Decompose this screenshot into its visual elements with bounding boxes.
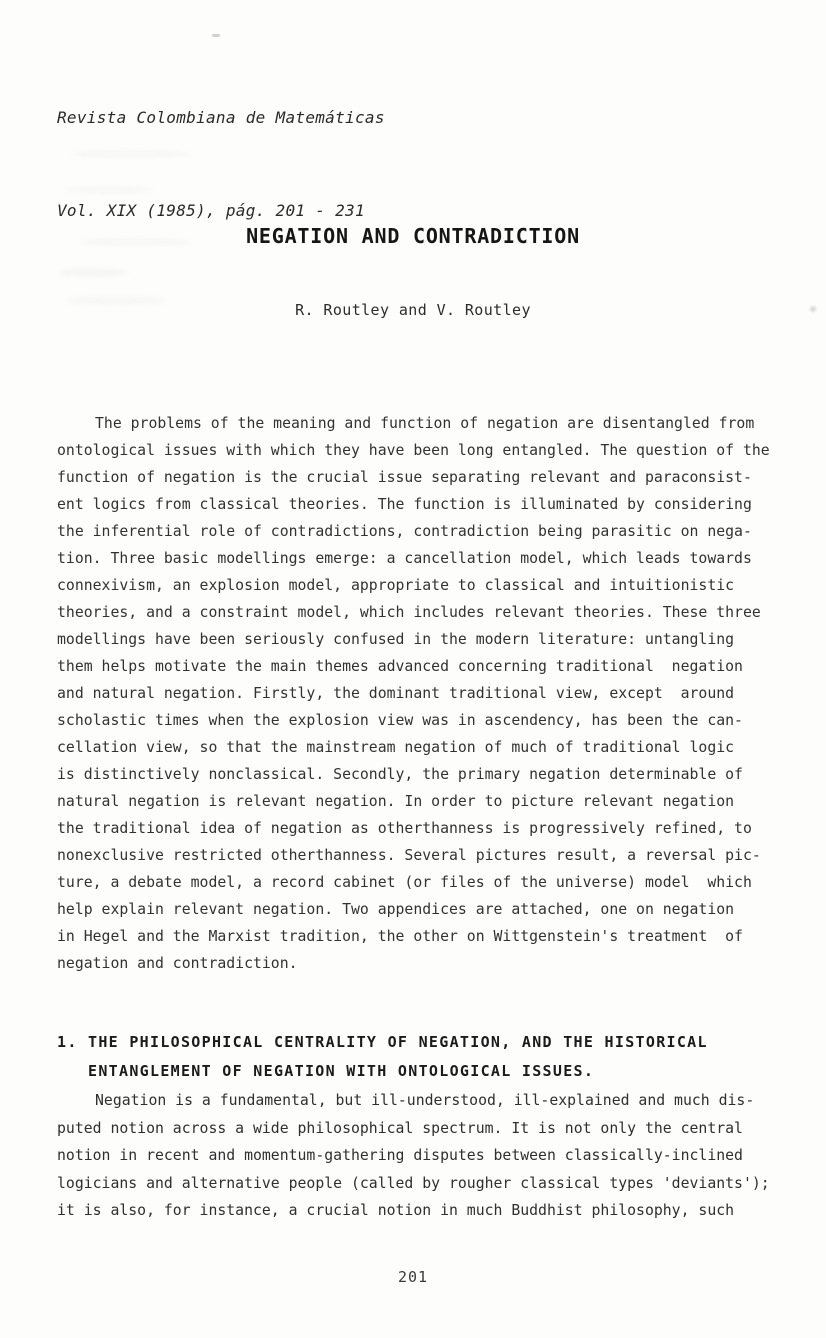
text-line: connexivism, an explosion model, appropriate to classical and intuitionistic <box>57 577 735 594</box>
text-line: theories, and a constraint model, which includes relevant theories. These three <box>57 604 761 621</box>
journal-name: Revista Colombiana de Matemáticas <box>57 108 385 127</box>
text-line: THE PHILOSOPHICAL CENTRALITY OF NEGATION, AND THE HISTORICAL <box>88 1033 708 1051</box>
text-line: function of negation is the crucial issue separating relevant and paraconsist- <box>57 469 752 486</box>
text-line: is distinctively nonclassical. Secondly, the primary negation determinable of <box>57 766 743 783</box>
section-number: 1. <box>57 1033 78 1051</box>
text-line: it is also, for instance, a crucial notion in much Buddhist philosophy, such <box>57 1202 735 1220</box>
text-line: ontological issues with which they have been long entangled. The question of the <box>57 442 770 459</box>
page-number: 201 <box>397 1268 429 1286</box>
text-line: help explain relevant negation. Two appendices are attached, one on negation <box>57 901 735 918</box>
text-line: them helps motivate the main themes advanced concerning traditional negation <box>57 658 743 675</box>
text-line: scholastic times when the explosion view was in ascendency, has been the can- <box>57 712 743 729</box>
section-heading-text <box>88 1028 708 1086</box>
text-line: Negation is a fundamental, but ill-understood, ill-explained and much dis- <box>95 1092 755 1109</box>
section-1-heading <box>57 1028 708 1086</box>
article-title: NEGATION AND CONTRADICTION <box>246 224 580 248</box>
text-line: logicians and alternative people (called by rougher classical types 'deviants'); <box>57 1174 770 1192</box>
text-line: cellation view, so that the mainstream negation of much of traditional logic <box>57 739 735 756</box>
journal-header <box>57 40 385 288</box>
text-line: natural negation is relevant negation. In order to picture relevant negation <box>57 793 735 810</box>
scan-artifact <box>212 34 220 37</box>
text-line: modellings have been seriously confused in the modern literature: untangling <box>57 631 735 648</box>
text-line: in Hegel and the Marxist tradition, the other on Wittgenstein's treatment of <box>57 928 743 945</box>
section-1-paragraph <box>57 1087 797 1225</box>
text-line: nonexclusive restricted otherthanness. Several pictures result, a reversal pic- <box>57 847 761 864</box>
journal-volume-line: Vol. XIX (1985), pág. 201 - 231 <box>57 201 365 220</box>
text-line: ENTANGLEMENT OF NEGATION WITH ONTOLOGICAL ISSUES. <box>88 1062 595 1080</box>
text-line: and natural negation. Firstly, the dominant traditional view, except around <box>57 685 735 702</box>
text-line: The problems of the meaning and function of negation are disentangled from <box>95 415 755 432</box>
text-line: ent logics from classical theories. The function is illuminated by considering <box>57 496 752 513</box>
text-line: the inferential role of contradictions, contradiction being parasitic on nega- <box>57 523 752 540</box>
abstract-paragraph <box>57 410 787 977</box>
text-line: negation and contradiction. <box>57 955 298 972</box>
text-line: notion in recent and momentum-gathering disputes between classically-inclined <box>57 1147 743 1165</box>
text-line: tion. Three basic modellings emerge: a cancellation model, which leads towards <box>57 550 752 567</box>
text-line: the traditional idea of negation as otherthanness is progressively refined, to <box>57 820 752 837</box>
text-line: ture, a debate model, a record cabinet (or files of the universe) model which <box>57 874 752 891</box>
text-line: puted notion across a wide philosophical spectrum. It is not only the central <box>57 1119 743 1137</box>
article-authors: R. Routley and V. Routley <box>295 301 531 319</box>
